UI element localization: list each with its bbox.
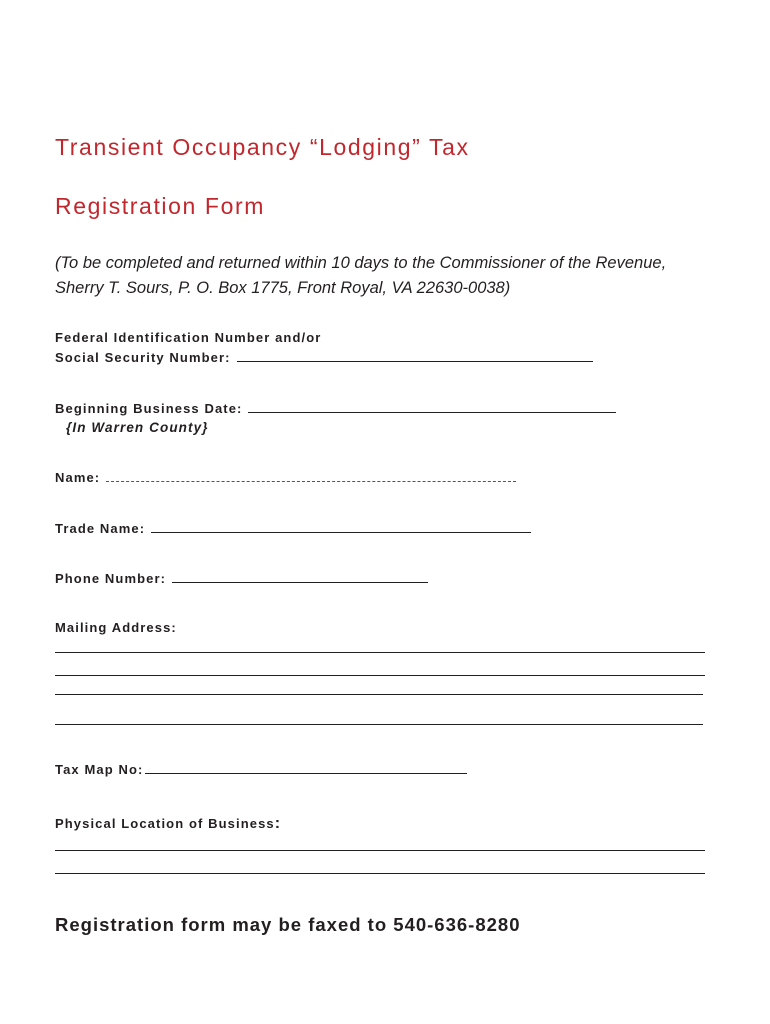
physical-location-colon: : bbox=[274, 815, 282, 832]
physical-location-label: Physical Location of Business bbox=[55, 816, 275, 831]
form-title: Transient Occupancy “Lodging” Tax bbox=[55, 134, 470, 160]
phone-row bbox=[55, 571, 428, 586]
physical-location-line-1[interactable] bbox=[55, 850, 705, 851]
trade-name-label: Trade Name: bbox=[55, 521, 146, 536]
mailing-address-label: Mailing Address: bbox=[55, 620, 177, 635]
name-row bbox=[55, 470, 516, 485]
begin-date-input-line[interactable] bbox=[248, 401, 616, 413]
fax-note: Registration form may be faxed to 540-636-8280 bbox=[55, 914, 521, 935]
name-input-line[interactable] bbox=[106, 470, 516, 482]
mailing-address-line-4[interactable] bbox=[55, 724, 703, 725]
begin-date-label: Beginning Business Date: bbox=[55, 401, 243, 416]
instructions-line-2: Sherry T. Sours, P. O. Box 1775, Front Royal, VA 22630-0038) bbox=[55, 279, 511, 297]
instructions-line-1: (To be completed and returned within 10 days to the Commissioner of the Revenue, bbox=[55, 254, 667, 272]
physical-location-row bbox=[55, 815, 281, 833]
begin-date-note: {In Warren County} bbox=[66, 420, 209, 435]
tax-map-label: Tax Map No: bbox=[55, 762, 144, 777]
mailing-address-line-2[interactable] bbox=[55, 675, 705, 676]
ssn-label: Social Security Number: bbox=[55, 350, 231, 365]
instructions bbox=[55, 251, 755, 301]
form-subtitle: Registration Form bbox=[55, 193, 265, 219]
begin-date-row bbox=[55, 401, 616, 416]
mailing-address-line-1[interactable] bbox=[55, 652, 705, 653]
phone-label: Phone Number: bbox=[55, 571, 167, 586]
ssn-input-line[interactable] bbox=[237, 350, 593, 362]
trade-name-input-line[interactable] bbox=[151, 521, 531, 533]
tax-map-row bbox=[55, 762, 467, 777]
name-label: Name: bbox=[55, 470, 101, 485]
mailing-address-line-3[interactable] bbox=[55, 694, 703, 695]
tax-map-input-line[interactable] bbox=[145, 762, 467, 774]
fein-label: Federal Identification Number and/or bbox=[55, 330, 322, 345]
trade-name-row bbox=[55, 521, 531, 536]
ssn-row bbox=[55, 350, 593, 365]
phone-input-line[interactable] bbox=[172, 571, 428, 583]
physical-location-line-2[interactable] bbox=[55, 873, 705, 874]
